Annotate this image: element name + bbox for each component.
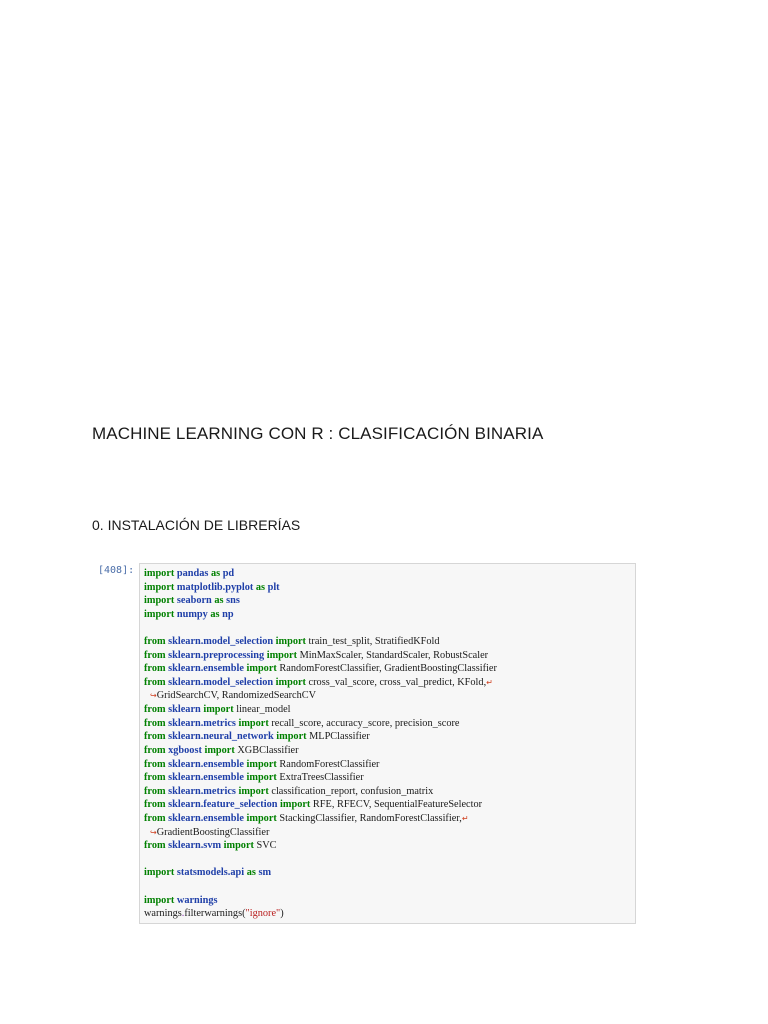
code-text: StackingClassifier, RandomForestClassifier, <box>276 812 462 824</box>
code-keyword: import <box>144 595 175 607</box>
code-text: recall_score, accuracy_score, precision_score <box>268 717 460 729</box>
code-keyword: import <box>280 799 311 811</box>
cell-prompt: [408]: <box>98 565 135 576</box>
code-keyword: import <box>144 608 175 620</box>
line-wrap-icon: ↪ <box>150 827 157 837</box>
code-module: sklearn.feature_selection <box>168 799 278 811</box>
code-text: MLPClassifier <box>306 731 370 743</box>
code-text: XGBClassifier <box>234 744 299 756</box>
code-line <box>144 812 635 826</box>
code-module: warnings <box>176 894 218 906</box>
code-module: matplotlib.pyplot <box>176 581 254 593</box>
code-module: sns <box>226 595 240 607</box>
code-text: warnings <box>144 908 182 920</box>
code-string: "ignore" <box>245 908 281 920</box>
line-wrap-icon: ↵ <box>486 677 493 687</box>
code-text: cross_val_score, cross_val_predict, KFold, <box>305 676 487 688</box>
code-keyword: from <box>144 785 166 797</box>
code-keyword: as <box>255 581 266 593</box>
code-keyword: from <box>144 758 166 770</box>
code-line <box>144 839 635 853</box>
code-text: ) <box>280 908 284 920</box>
code-line <box>144 907 635 921</box>
code-text: RandomForestClassifier, GradientBoostingClassifier <box>276 663 497 675</box>
code-keyword: import <box>144 568 175 579</box>
code-module: sklearn.metrics <box>168 717 236 729</box>
code-keyword: import <box>223 840 254 852</box>
code-module: sklearn.ensemble <box>168 758 244 770</box>
code-line <box>144 635 635 649</box>
code-keyword: import <box>246 663 277 675</box>
code-line <box>144 771 635 785</box>
code-keyword: as <box>214 595 224 607</box>
code-line <box>144 567 635 581</box>
code-module: sklearn.svm <box>168 840 222 852</box>
code-keyword: import <box>144 867 175 879</box>
code-keyword: import <box>246 812 277 824</box>
code-keyword: as <box>210 568 221 579</box>
code-keyword: import <box>238 717 269 729</box>
code-keyword: from <box>144 744 166 756</box>
code-keyword: import <box>266 649 298 661</box>
code-line <box>144 703 635 717</box>
code-keyword: import <box>246 772 277 784</box>
code-module: sklearn.ensemble <box>168 663 244 675</box>
code-module: plt <box>267 581 280 593</box>
code-module: numpy <box>176 608 208 620</box>
code-keyword: from <box>144 663 166 675</box>
code-module: sklearn <box>168 704 201 716</box>
code-line-continuation <box>144 689 635 703</box>
code-module: sklearn.neural_network <box>168 731 274 743</box>
code-line <box>144 676 635 690</box>
line-wrap-icon: ↪ <box>150 691 157 701</box>
code-keyword: from <box>144 840 166 852</box>
code-text: ExtraTreesClassifier <box>276 772 364 784</box>
code-keyword: import <box>144 581 175 593</box>
line-wrap-icon: ↵ <box>461 813 469 823</box>
code-text: RandomForestClassifier <box>276 758 380 770</box>
code-line <box>144 594 635 608</box>
code-text: train_test_split, StratifiedKFold <box>305 636 440 648</box>
code-module: sklearn.model_selection <box>168 636 274 648</box>
code-text: GridSearchCV, RandomizedSearchCV <box>156 690 317 702</box>
code-line <box>144 608 635 622</box>
code-line <box>144 758 635 772</box>
code-text: GradientBoostingClassifier <box>156 826 270 838</box>
code-keyword: import <box>246 758 277 770</box>
code-keyword: from <box>144 717 166 729</box>
code-text: classification_report, confusion_matrix <box>268 785 434 797</box>
code-keyword: from <box>144 731 166 743</box>
code-line <box>144 785 635 799</box>
code-text: RFE, RFECV, SequentialFeatureSelector <box>310 799 483 811</box>
code-keyword: import <box>238 785 269 797</box>
code-keyword: as <box>210 608 220 620</box>
code-keyword: from <box>144 704 166 716</box>
code-module: np <box>222 608 234 620</box>
code-keyword: import <box>144 894 175 906</box>
code-line <box>144 798 635 812</box>
code-line <box>144 866 635 880</box>
code-line <box>144 853 635 867</box>
code-line <box>144 717 635 731</box>
code-line <box>144 744 635 758</box>
code-module: sklearn.ensemble <box>168 812 244 824</box>
code-keyword: from <box>144 772 166 784</box>
code-keyword: import <box>204 744 235 756</box>
code-text: linear_model <box>233 704 291 716</box>
code-module: statsmodels.api <box>176 867 245 879</box>
code-module: xgboost <box>168 744 202 756</box>
section-heading: 0. INSTALACIÓN DE LIBRERÍAS <box>92 517 301 533</box>
code-keyword: from <box>144 812 166 824</box>
code-keyword: import <box>275 676 306 688</box>
code-text: SVC <box>253 840 277 852</box>
code-line <box>144 880 635 894</box>
code-cell[interactable] <box>139 563 636 924</box>
code-line <box>144 894 635 908</box>
code-module: sklearn.model_selection <box>168 676 274 688</box>
code-keyword: import <box>276 731 307 743</box>
code-module: pandas <box>176 568 209 579</box>
document-title: MACHINE LEARNING CON R : CLASIFICACIÓN BINARIA <box>92 424 544 443</box>
code-module: sm <box>258 867 272 879</box>
code-text: filterwarnings( <box>184 908 246 920</box>
code-module: pd <box>222 568 235 579</box>
code-line <box>144 621 635 635</box>
code-module: seaborn <box>176 595 212 607</box>
code-module: sklearn.preprocessing <box>168 649 265 661</box>
code-keyword: from <box>144 649 166 661</box>
code-line <box>144 662 635 676</box>
code-module: sklearn.ensemble <box>168 772 244 784</box>
code-module: sklearn.metrics <box>168 785 236 797</box>
code-text: MinMaxScaler, StandardScaler, RobustScaler <box>297 649 489 661</box>
code-line <box>144 581 635 595</box>
code-keyword: from <box>144 799 166 811</box>
code-keyword: import <box>275 636 306 648</box>
code-line <box>144 730 635 744</box>
code-keyword: as <box>246 867 256 879</box>
code-line <box>144 649 635 663</box>
code-keyword: from <box>144 636 166 648</box>
code-operator: . <box>181 908 185 920</box>
code-keyword: from <box>144 676 166 688</box>
code-line-continuation <box>144 826 635 840</box>
code-keyword: import <box>203 704 234 716</box>
